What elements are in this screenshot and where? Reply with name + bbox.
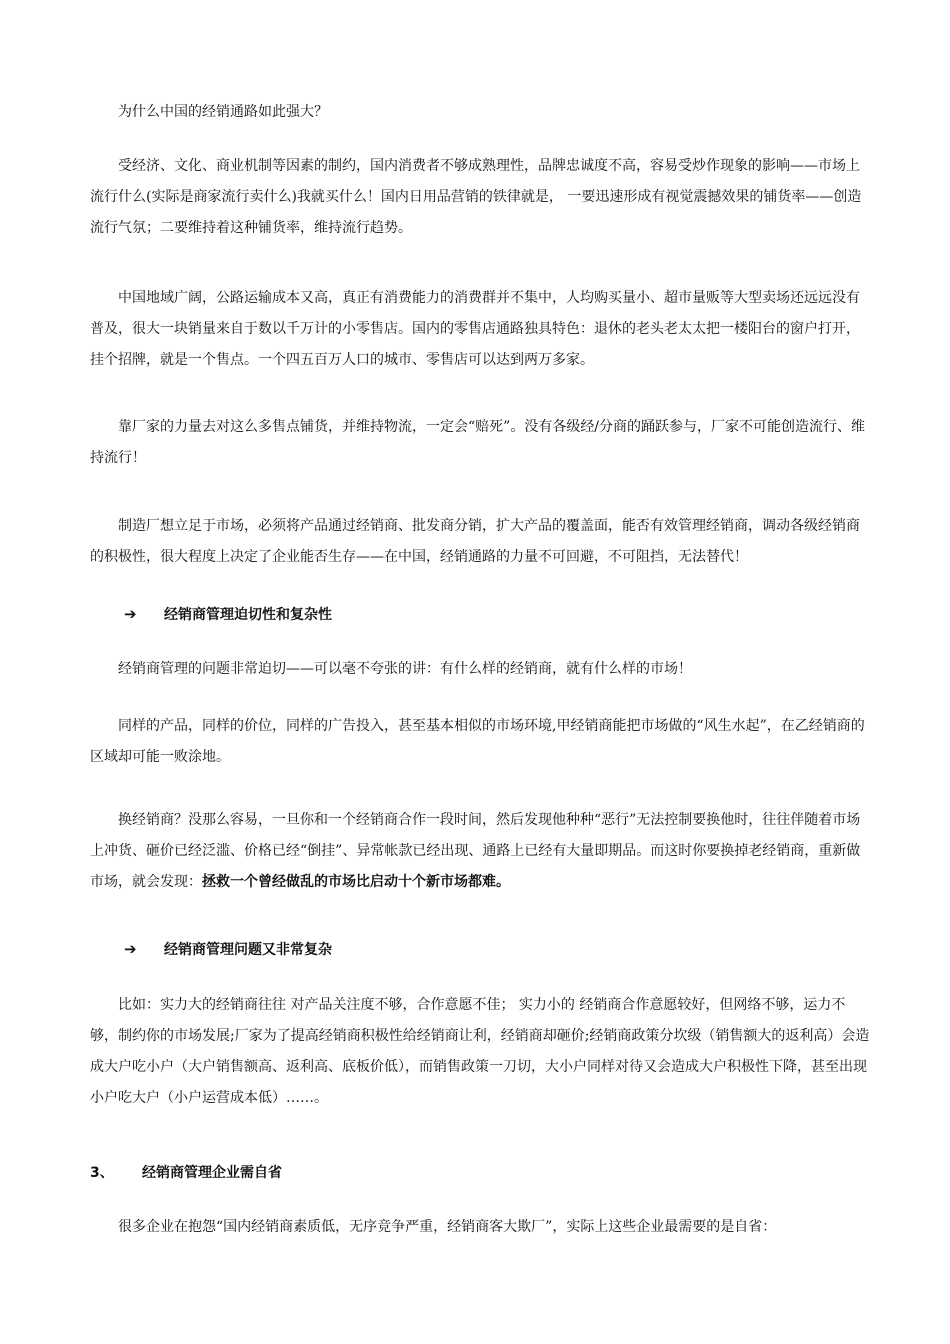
paragraph-self-reflection: 很多企业在抱怨“国内经销商素质低，无序竞争严重，经销商客大欺厂”，实际上这些企业最需要的是自省： [118,1219,777,1235]
arrow-right-icon: ➔ [124,940,137,958]
paragraph-consumer-behavior: 受经济、文化、商业机制等因素的制约，国内消费者不够成熟理性，品牌忠诚度不高，容易受炒作现象的影响——市场上流行什么(实际是商家流行卖什么)我就买什么！国内日用品营销的铁律就是， 一要迅速形成有视觉震撼效果的铺货率——创造流行气氛；二要维持着这种铺货率，维持流行趋势。 [90,158,862,236]
section-number: 3、 [90,1165,114,1181]
arrow-right-icon: ➔ [124,605,137,623]
paragraph-geography: 中国地域广阔，公路运输成本又高，真正有消费能力的消费群并不集中，人均购买量小、超市量贩等大型卖场还远远没有普及，很大一块销量来自于数以千万计的小零售店。国内的零售店通路独具特色：退休的老头老太太把一楼阳台的窗户打开，挂个招牌，就是一个售点。一个四五百万人口的城市、零售店可以达到两万多家。 [90,290,860,368]
paragraph-change-dealer [90,805,870,898]
paragraph-complexity-examples: 比如：实力大的经销商往往 对产品关注度不够，合作意愿不佳； 实力小的 经销商合作意愿较好，但网络不够，运力不够，制约你的市场发展;厂家为了提高经销商积极性给经销商让利，经销商却砸价;经销商政策分坎级（销售额大的返利高）会造成大户吃小户（大户销售额高、返利高、底板价低），而销售政策一刀切，大小户同样对待又会造成大户积极性下降，甚至出现小户吃大户（小户运营成本低）……。 [90,997,870,1106]
section-heading-text: 经销商管理企业需自省 [142,1165,282,1181]
paragraph-change-dealer-emphasis: 拯救一个曾经做乱的市场比启动十个新市场都难。 [202,874,510,890]
paragraph-manufacturer-limits: 靠厂家的力量去对这么多售点铺货，并维持物流，一定会“赔死”。没有各级经/分商的踊跃参与，厂家不可能创造流行、维持流行！ [90,419,866,466]
paragraph-question: 为什么中国的经销通路如此强大？ [118,104,328,120]
section-heading-urgency [90,603,870,626]
section-heading-self-reflection [90,1162,870,1184]
paragraph-change-dealer-text: 换经销商？没那么容易，一旦你和一个经销商合作一段时间，然后发现他种种“恶行”无法控制要换他时，往往伴随着市场上冲货、砸价已经泛滥、价格已经“倒挂”、异常帐款已经出现、通路上已经有大量即期品。而这时你要换掉老经销商，重新做市场，就会发现： [90,812,861,890]
section-heading-text: 经销商管理迫切性和复杂性 [164,607,332,623]
paragraph-urgency: 经销商管理的问题非常迫切——可以毫不夸张的讲：有什么样的经销商，就有什么样的市场！ [118,661,692,677]
section-heading-text: 经销商管理问题又非常复杂 [164,942,332,958]
paragraph-distribution-power: 制造厂想立足于市场，必须将产品通过经销商、批发商分销，扩大产品的覆盖面，能否有效管理经销商，调动各级经销商的积极性，很大程度上决定了企业能否生存——在中国，经销通路的力量不可回避，不可阻挡，无法替代！ [90,518,860,565]
section-heading-complexity [90,938,870,961]
paragraph-same-product: 同样的产品，同样的价位，同样的广告投入，甚至基本相似的市场环境,甲经销商能把市场做的“风生水起”，在乙经销商的区域却可能一败涂地。 [90,718,865,765]
